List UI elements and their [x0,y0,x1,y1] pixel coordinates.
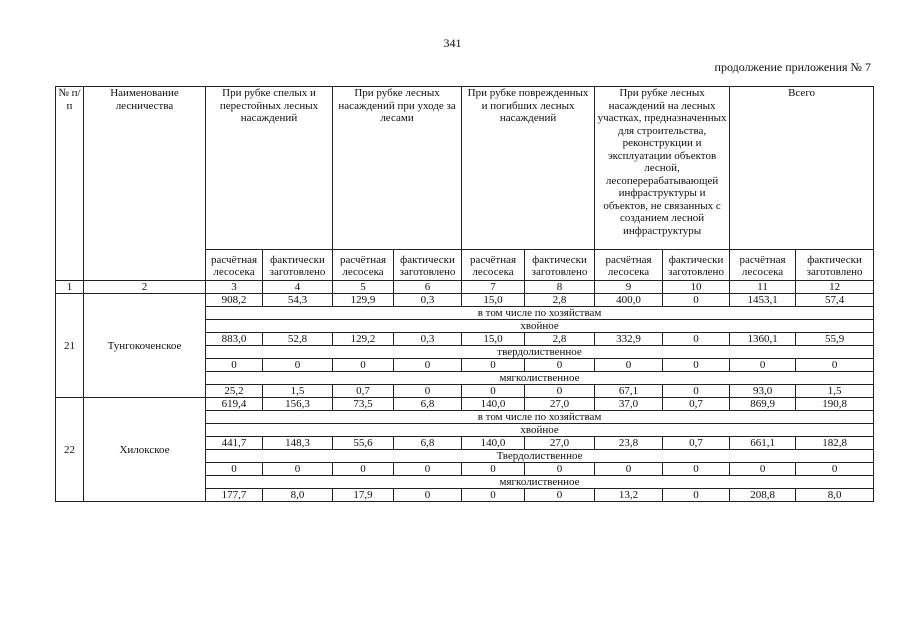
forestry-name: Хилокское [84,398,206,502]
table-cell: 17,9 [333,489,394,502]
section-label: в том числе по хозяйствам [206,411,874,424]
table-cell: 0 [663,463,730,476]
table-cell: 6,8 [394,437,462,450]
table-cell: 0 [796,359,874,372]
page-number: 341 [443,36,462,50]
subheader-cell: расчётная лесосека [206,250,263,281]
continuation-note: продолжение приложения № 7 [714,60,871,74]
table-cell: 52,8 [263,333,333,346]
column-number: 6 [394,281,462,294]
table-cell: 2,8 [525,333,595,346]
table-cell: 0 [333,359,394,372]
table-cell: 0 [263,463,333,476]
table-cell: 27,0 [525,398,595,411]
subheader-cell: расчётная лесосека [333,250,394,281]
table-cell: 25,2 [206,385,263,398]
table-cell: 0 [663,385,730,398]
subheader-cell: расчётная лесосека [730,250,796,281]
table-cell: 0 [525,359,595,372]
table-cell: 0 [206,463,263,476]
table-cell: 2,8 [525,294,595,307]
header-group: При рубке лесных насаждений на лесных участках, предназначенных для строительства, реконструкции и эксплуатации объектов лесной, лесоперерабатывающей инфраструктуры и объектов, не связанных с созданием лесной инфраструктуры [595,87,730,250]
table-cell: 0 [525,489,595,502]
column-number: 1 [56,281,84,294]
table-cell: 1,5 [263,385,333,398]
column-number: 2 [84,281,206,294]
section-label: хвойное [206,320,874,333]
table-row-total [56,294,874,307]
table-cell: 129,2 [333,333,394,346]
column-number: 5 [333,281,394,294]
section-label: мягколиственное [206,476,874,489]
table-cell: 0 [525,463,595,476]
header-name: Наименование лесничества [84,87,206,281]
header-num: № п/п [56,87,84,281]
table-cell: 0,7 [663,398,730,411]
section-label: хвойное [206,424,874,437]
table-cell: 148,3 [263,437,333,450]
table-cell: 1360,1 [730,333,796,346]
forestry-num: 21 [56,294,84,398]
table-cell: 0 [462,463,525,476]
table-cell: 1,5 [796,385,874,398]
table-cell: 0 [394,463,462,476]
table-cell: 0 [525,385,595,398]
subheader-cell: фактически заготовлено [663,250,730,281]
table-cell: 332,9 [595,333,663,346]
subheader-cell: фактически заготовлено [525,250,595,281]
table-cell: 13,2 [595,489,663,502]
table-cell: 140,0 [462,398,525,411]
table-cell: 0 [796,463,874,476]
section-label: в том числе по хозяйствам [206,307,874,320]
header-group: Всего [730,87,874,250]
column-number-row [56,281,874,294]
forestry-name: Тунгокоченское [84,294,206,398]
table-cell: 0 [730,359,796,372]
section-label: мягколиственное [206,372,874,385]
table-cell: 0 [394,385,462,398]
table-cell: 73,5 [333,398,394,411]
table-cell: 23,8 [595,437,663,450]
table-cell: 57,4 [796,294,874,307]
table-cell: 400,0 [595,294,663,307]
header-row [56,87,874,250]
subheader-cell: фактически заготовлено [394,250,462,281]
table-row-total [56,398,874,411]
column-number: 10 [663,281,730,294]
column-number: 3 [206,281,263,294]
table-cell: 0 [663,294,730,307]
section-label: Твердолиственное [206,450,874,463]
table-cell: 0 [663,333,730,346]
table-cell: 1453,1 [730,294,796,307]
table-cell: 6,8 [394,398,462,411]
table-cell: 15,0 [462,294,525,307]
table-cell: 869,9 [730,398,796,411]
column-number: 11 [730,281,796,294]
table-cell: 0,7 [663,437,730,450]
table-cell: 0,3 [394,333,462,346]
table-cell: 8,0 [796,489,874,502]
table-cell: 54,3 [263,294,333,307]
table-cell: 0 [663,489,730,502]
table-cell: 55,6 [333,437,394,450]
table-cell: 0 [394,489,462,502]
table-cell: 619,4 [206,398,263,411]
table-cell: 0 [595,463,663,476]
table-cell: 8,0 [263,489,333,502]
subheader-cell: фактически заготовлено [796,250,874,281]
subheader-cell: расчётная лесосека [595,250,663,281]
table-cell: 0 [462,359,525,372]
column-number: 12 [796,281,874,294]
table-cell: 0,7 [333,385,394,398]
table-cell: 37,0 [595,398,663,411]
table-cell: 156,3 [263,398,333,411]
header-group: При рубке поврежденных и погибших лесных насаждений [462,87,595,250]
table-cell: 0,3 [394,294,462,307]
table-cell: 55,9 [796,333,874,346]
forestry-num: 22 [56,398,84,502]
table-cell: 140,0 [462,437,525,450]
column-number: 4 [263,281,333,294]
table-cell: 67,1 [595,385,663,398]
column-number: 7 [462,281,525,294]
subheader-cell: расчётная лесосека [462,250,525,281]
table-cell: 190,8 [796,398,874,411]
table-cell: 661,1 [730,437,796,450]
table-cell: 883,0 [206,333,263,346]
table-cell: 27,0 [525,437,595,450]
subheader-cell: фактически заготовлено [263,250,333,281]
header-group: При рубке лесных насаждений при уходе за лесами [333,87,462,250]
column-number: 8 [525,281,595,294]
harvest-table [55,86,874,502]
table-cell: 0 [730,463,796,476]
table-cell: 908,2 [206,294,263,307]
table-cell: 177,7 [206,489,263,502]
table-cell: 182,8 [796,437,874,450]
column-number: 9 [595,281,663,294]
table-cell: 0 [263,359,333,372]
table-cell: 0 [595,359,663,372]
table-cell: 0 [462,489,525,502]
table-cell: 15,0 [462,333,525,346]
table-cell: 208,8 [730,489,796,502]
table-cell: 93,0 [730,385,796,398]
table-cell: 0 [663,359,730,372]
table-cell: 441,7 [206,437,263,450]
table-cell: 0 [333,463,394,476]
table-cell: 0 [462,385,525,398]
table-cell: 129,9 [333,294,394,307]
table-cell: 0 [394,359,462,372]
header-group: При рубке спелых и перестойных лесных насаждений [206,87,333,250]
section-label: твердолиственное [206,346,874,359]
table-cell: 0 [206,359,263,372]
